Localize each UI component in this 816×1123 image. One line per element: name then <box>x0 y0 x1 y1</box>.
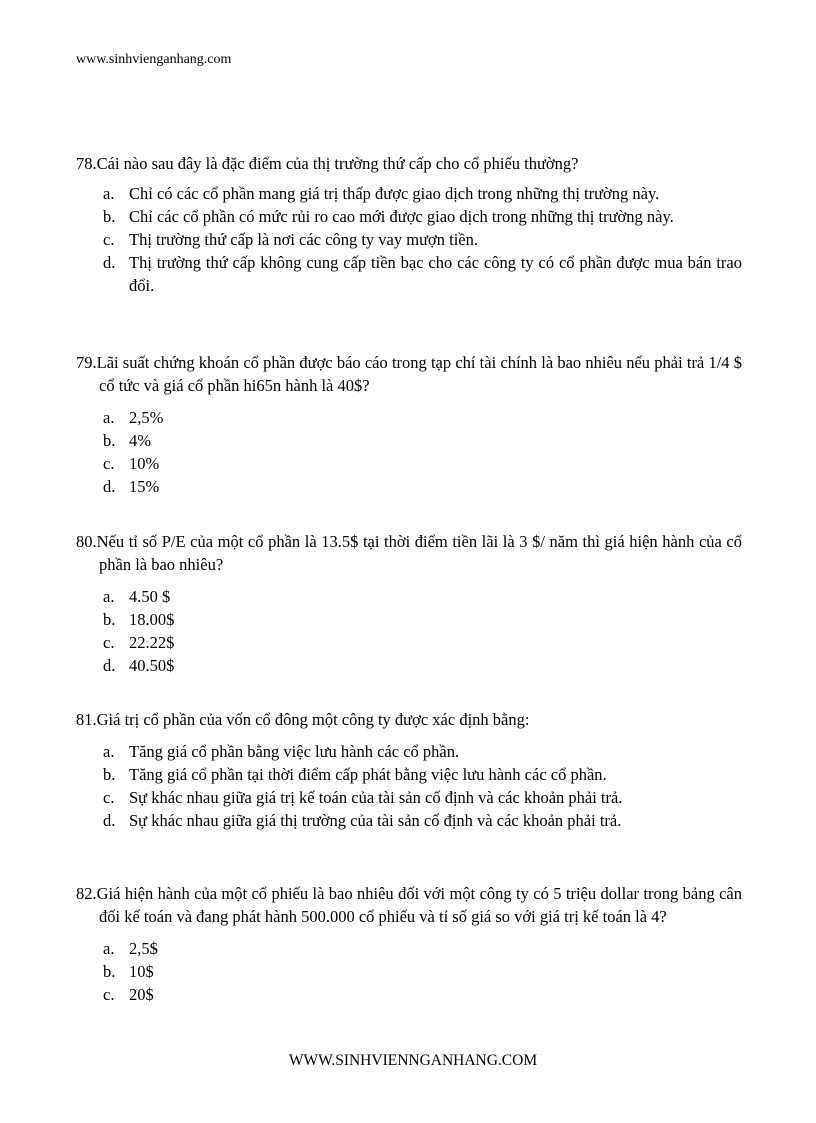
question-number: 79. <box>76 353 97 372</box>
question-stem <box>76 882 742 928</box>
option-letter: c. <box>103 230 115 249</box>
question-stem <box>76 152 742 175</box>
option-letter: a. <box>103 184 115 203</box>
option-letter: d. <box>103 253 116 272</box>
option-c <box>76 786 742 809</box>
option-d <box>76 251 742 297</box>
header-url: www.sinhvienganhang.com <box>76 52 232 67</box>
option-b <box>76 960 742 983</box>
options-list <box>76 182 742 297</box>
question-80 <box>76 530 742 677</box>
question-number: 78. <box>76 154 97 173</box>
option-a <box>76 585 742 608</box>
option-letter: c. <box>103 633 115 652</box>
question-number: 80. <box>76 532 97 551</box>
question-stem <box>76 708 742 731</box>
options-list <box>76 585 742 677</box>
question-text: Cái nào sau đây là đặc điểm của thị trường thứ cấp cho cổ phiếu thường? <box>96 154 579 173</box>
option-b <box>76 429 742 452</box>
option-text: 4.50 $ <box>129 587 171 606</box>
question-82 <box>76 882 742 1006</box>
option-text: 40.50$ <box>129 656 175 675</box>
option-text: 2,5$ <box>129 939 158 958</box>
option-text: Tăng giá cổ phần tại thời điểm cấp phát bằng việc lưu hành các cổ phần. <box>129 765 607 784</box>
option-letter: a. <box>103 939 115 958</box>
option-text: 2,5% <box>129 408 164 427</box>
option-letter: d. <box>103 811 116 830</box>
option-text: Thị trường thứ cấp không cung cấp tiền bạc cho các công ty có cổ phần được mua bán trao đổi. <box>129 253 742 295</box>
option-letter: a. <box>103 587 115 606</box>
question-text: Nếu tỉ số P/E của một cổ phần là 13.5$ tại thời điểm tiền lãi là 3 $/ năm thì giá hiện hành của cổ phần là bao nhiêu? <box>96 532 742 574</box>
option-letter: d. <box>103 656 116 675</box>
option-letter: c. <box>103 985 115 1004</box>
option-letter: a. <box>103 742 115 761</box>
option-c <box>76 452 742 475</box>
option-text: Sự khác nhau giữa giá trị kế toán của tài sản cố định và các khoản phải trả. <box>129 788 623 807</box>
option-a <box>76 937 742 960</box>
option-text: Thị trường thứ cấp là nơi các công ty vay mượn tiền. <box>129 230 478 249</box>
option-a <box>76 740 742 763</box>
option-c <box>76 631 742 654</box>
option-text: 10% <box>129 454 160 473</box>
option-b <box>76 763 742 786</box>
options-list <box>76 937 742 1006</box>
option-letter: b. <box>103 765 116 784</box>
option-letter: a. <box>103 408 115 427</box>
option-text: 4% <box>129 431 151 450</box>
option-letter: c. <box>103 788 115 807</box>
option-a <box>76 406 742 429</box>
option-text: 18.00$ <box>129 610 175 629</box>
option-text: 22.22$ <box>129 633 175 652</box>
option-text: 20$ <box>129 985 154 1004</box>
question-text: Giá trị cổ phần của vốn cổ đông một công ty được xác định bằng: <box>96 710 530 729</box>
question-stem <box>76 530 742 576</box>
option-letter: c. <box>103 454 115 473</box>
option-text: Tăng giá cổ phần bằng việc lưu hành các cổ phần. <box>129 742 460 761</box>
question-number: 81. <box>76 710 97 729</box>
question-number: 82. <box>76 884 97 903</box>
option-text: Sự khác nhau giữa giá thị trường của tài sản cố định và các khoản phải trả. <box>129 811 622 830</box>
option-a <box>76 182 742 205</box>
question-78 <box>76 152 742 297</box>
option-letter: b. <box>103 610 116 629</box>
option-d <box>76 809 742 832</box>
option-letter: b. <box>103 207 116 226</box>
question-text: Lãi suất chứng khoán cổ phần được báo cáo trong tạp chí tài chính là bao nhiêu nếu phải trả 1/4 $ cổ tức và giá cổ phần hi65n hành là 40$? <box>96 353 742 395</box>
option-d <box>76 475 742 498</box>
option-text: 10$ <box>129 962 154 981</box>
question-81 <box>76 708 742 832</box>
option-text: 15% <box>129 477 160 496</box>
question-79 <box>76 351 742 498</box>
option-c <box>76 228 742 251</box>
option-text: Chỉ các cổ phần có mức rủi ro cao mới được giao dịch trong những thị trường này. <box>129 207 674 226</box>
options-list <box>76 740 742 832</box>
option-b <box>76 205 742 228</box>
options-list <box>76 406 742 498</box>
option-b <box>76 608 742 631</box>
option-text: Chỉ có các cổ phần mang giá trị thấp được giao dịch trong những thị trường này. <box>129 184 660 203</box>
option-c <box>76 983 742 1006</box>
footer-url: WWW.SINHVIENNGANHANG.COM <box>288 1052 538 1069</box>
option-d <box>76 654 742 677</box>
option-letter: b. <box>103 431 116 450</box>
option-letter: d. <box>103 477 116 496</box>
question-text: Giá hiện hành của một cổ phiếu là bao nhiêu đối với một công ty có 5 triệu dollar trong bảng cân đối kế toán và đang phát hành 500.000 cổ phiếu và tỉ số giá so với giá trị kế toán là 4? <box>96 884 742 926</box>
question-stem <box>76 351 742 397</box>
option-letter: b. <box>103 962 116 981</box>
